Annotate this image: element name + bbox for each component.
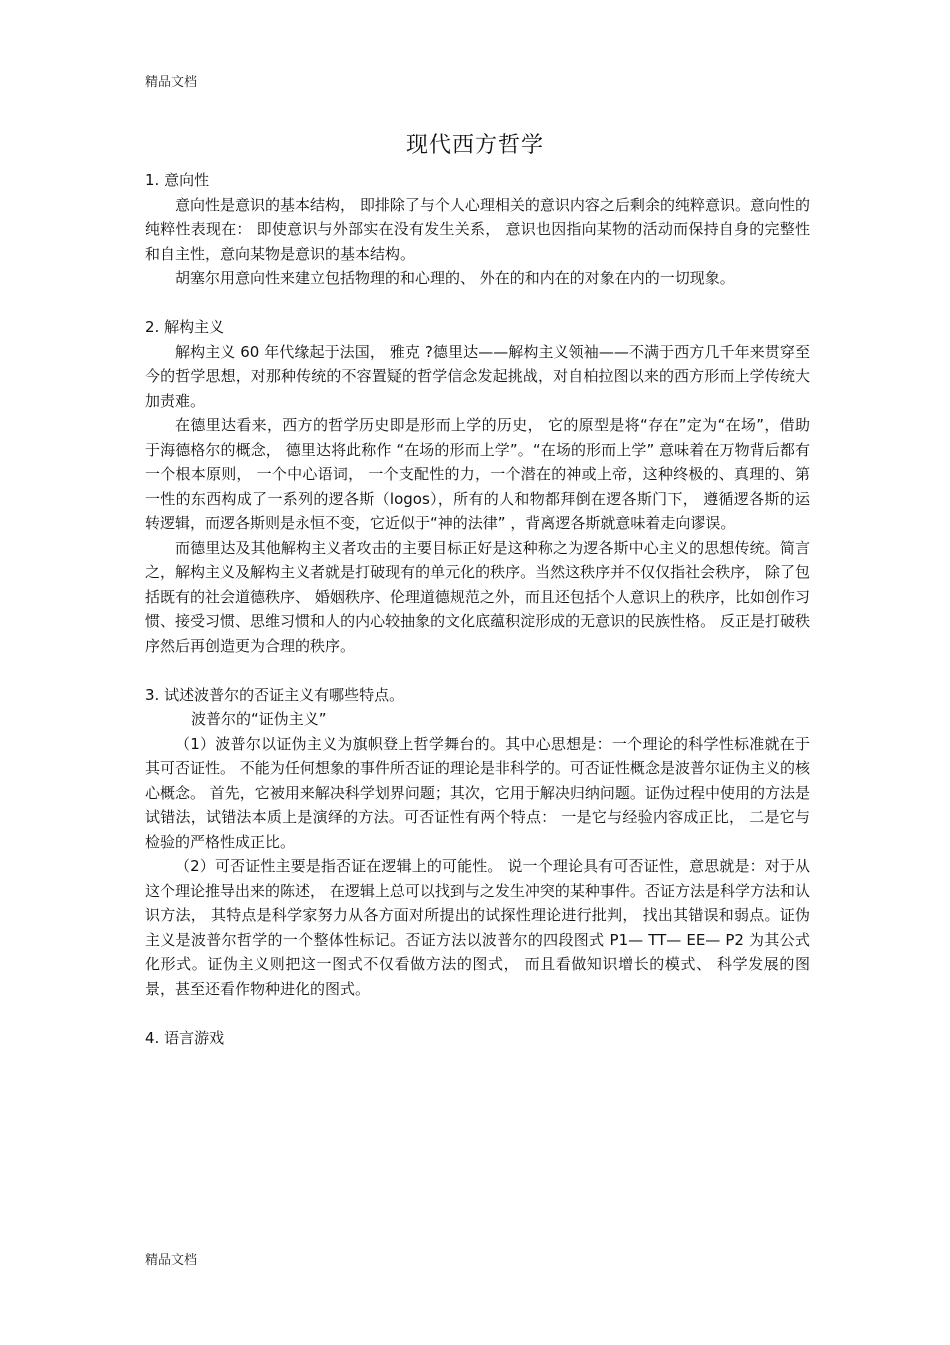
section-4-heading: 4. 语言游戏 (145, 1028, 225, 1047)
section-2-paragraph-2: 在德里达看来，西方的哲学历史即是形而上学的历史， 它的原型是将“存在”定为“在场”，借助于海德格尔的概念， 德里达将此称作 “在场的形而上学”。“在场的形而上学” 意味着在万物背后都有一个根本原则， 一个中心语词， 一个支配性的力，一个潜在的神或上帝，这种终极的、真理的、第一性的东西构成了一系列的逻各斯（logos），所有的人和物都拜倒在逻各斯门下， 遵循逻各斯的运转逻辑，而逻各斯则是永恒不变，它近似于“神的法律” ，背离逻各斯就意味着走向谬误。 (145, 416, 810, 532)
section-1-heading: 1. 意向性 (145, 171, 210, 189)
spacer (145, 1001, 810, 1026)
page-header: 精品文档 (145, 75, 198, 90)
spacer (145, 658, 810, 683)
section-3-heading: 3. 试述波普尔的否证主义有哪些特点。 (145, 685, 405, 704)
section-3-paragraph-2: （2）可否证性主要是指否证在逻辑上的可能性。 说一个理论具有可否证性，意思就是：对于从这个理论推导出来的陈述， 在逻辑上总可以找到与之发生冲突的某种事件。否证方法是科学方法和认识方法， 其特点是科学家努力从各方面对所提出的试探性理论进行批判， 找出其错误和弱点。证伪主义是波普尔哲学的一个整体性标记。否证方法以波普尔的四段图式 P1— TT— EE— P2 为其公式化形式。证伪主义则把这一图式不仅看做方法的图式， 而且看做知识增长的模式、 科学发展的图景，甚至还看作物种进化的图式。 (145, 857, 810, 998)
section-3-subheading: 波普尔的“证伪主义” (191, 710, 327, 728)
section-2-paragraph-3: 而德里达及其他解构主义者攻击的主要目标正好是这种称之为逻各斯中心主义的思想传统。简言之，解构主义及解构主义者就是打破现有的单元化的秩序。当然这秩序并不仅仅指社会秩序， 除了包括既有的社会道德秩序、 婚姻秩序、伦理道德规范之外，而且还包括个人意识上的秩序，比如创作习惯、接受习惯、思维习惯和人的内心较抽象的文化底蕴积淀形成的无意识的民族性格。 反正是打破秩序然后再创造更为合理的秩序。 (145, 538, 810, 655)
section-1-paragraph-2: 胡塞尔用意向性来建立包括物理的和心理的、 外在的和内在的对象在内的一切现象。 (175, 269, 735, 287)
document-title: 现代西方哲学 (405, 133, 544, 158)
page-footer: 精品文档 (145, 1253, 198, 1268)
section-2-paragraph-1: 解构主义 60 年代缘起于法国， 雅克 ?德里达——解构主义领袖——不满于西方几千年来贯穿至今的哲学思想，对那种传统的不容置疑的哲学信念发起挑战，对自柏拉图以来的西方形而上学传统大加责难。 (145, 342, 810, 410)
document-body (145, 168, 810, 1050)
spacer (145, 291, 810, 316)
section-1-paragraph-1: 意向性是意识的基本结构， 即排除了与个人心理相关的意识内容之后剩余的纯粹意识。意向性的纯粹性表现在： 即使意识与外部实在没有发生关系， 意识也因指向某物的活动而保持自身的完整性和自主性，意向某物是意识的基本结构。 (145, 195, 810, 263)
section-2-heading: 2. 解构主义 (145, 318, 225, 336)
section-3-paragraph-1: （1）波普尔以证伪主义为旗帜登上哲学舞台的。其中心思想是：一个理论的科学性标准就在于其可否证性。 不能为任何想象的事件所否证的理论是非科学的。可否证性概念是波普尔证伪主义的核心概念。 首先，它被用来解决科学划界问题；其次，它用于解决归纳问题。证伪过程中使用的方法是试错法，试错法本质上是演绎的方法。可否证性有两个特点： 一是它与经验内容成正比， 二是它与检验的严格性成正比。 (145, 734, 810, 851)
